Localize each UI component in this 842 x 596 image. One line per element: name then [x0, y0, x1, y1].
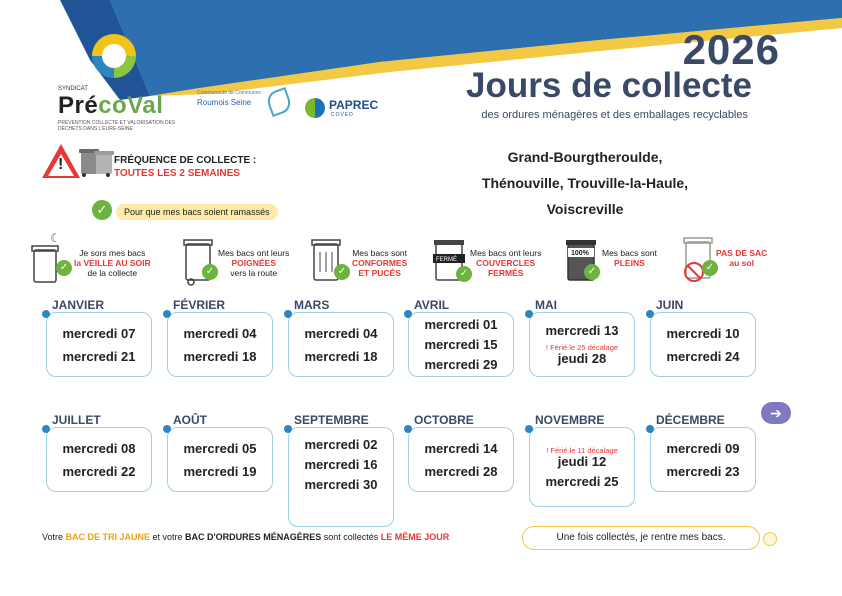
collection-date: mercredi 24 — [666, 348, 740, 364]
collection-date: mercredi 16 — [304, 457, 378, 472]
month-name: MAI — [535, 298, 557, 312]
collection-date: mercredi 14 — [424, 440, 498, 456]
frequency-block: ! FRÉQUENCE DE COLLECTE : TOUTES LES 2 SEMAINES — [42, 142, 282, 186]
rule-text: Je sors mes bacs la VEILLE AU SOIR de la collecte — [74, 248, 151, 278]
rule-text: Mes bacs ont leurs COUVERCLES FERMÉS — [470, 248, 542, 278]
paprec-mark-icon — [305, 98, 325, 118]
collection-date: mercredi 28 — [424, 463, 498, 479]
rentre-bacs-note: Une fois collectés, je rentre mes bacs. — [522, 526, 760, 550]
month-name: JUILLET — [52, 413, 101, 427]
collection-date: mercredi 04 — [183, 325, 257, 341]
check-icon: ✓ — [456, 266, 472, 282]
partner2-small: COVED — [331, 112, 354, 118]
collection-date: mercredi 02 — [304, 437, 378, 452]
collection-date: mercredi 15 — [424, 337, 498, 352]
month-name: JANVIER — [52, 298, 105, 312]
bins-icon — [78, 142, 118, 178]
town-line: Thénouville, Trouville-la-Haule, — [481, 175, 689, 191]
logo-syndicat: SYNDICAT — [58, 86, 88, 92]
rule-pas-de-sac — [680, 230, 790, 290]
holiday-note: ! Férié le 25 décalage — [545, 343, 619, 352]
frequency-label: FRÉQUENCE DE COLLECTE : — [114, 155, 257, 166]
collection-date: jeudi 12 — [557, 453, 607, 469]
collection-date: mercredi 04 — [304, 325, 378, 341]
collection-date: mercredi 01 — [424, 317, 498, 332]
footer-note: Votre BAC DE TRI JAUNE et votre BAC D'ORDURES MÉNAGÈRES sont collectés LE MÊME JOUR — [42, 532, 450, 542]
arrow-right-icon: ➔ — [761, 402, 791, 424]
precoval-emblem — [92, 34, 136, 78]
rule-pleins — [562, 230, 672, 290]
rule-veille — [28, 230, 173, 290]
rule-text: Mes bacs sont PLEINS — [602, 248, 657, 268]
frequency-value: TOUTES LES 2 SEMAINES — [114, 168, 240, 179]
collection-date: mercredi 21 — [62, 348, 136, 364]
collection-date: mercredi 08 — [62, 440, 136, 456]
collection-date: jeudi 28 — [557, 351, 607, 366]
month-name: NOVEMBRE — [535, 413, 605, 427]
month-name: FÉVRIER — [173, 298, 226, 312]
collection-date: mercredi 29 — [424, 357, 498, 372]
year: 2026 — [682, 26, 780, 73]
month-name: SEPTEMBRE — [294, 413, 369, 427]
town-line: Grand-Bourgtheroulde, — [507, 149, 663, 165]
rule-text: PAS DE SAC au sol — [716, 248, 768, 268]
collection-date: mercredi 13 — [545, 323, 619, 338]
collection-date: mercredi 05 — [183, 440, 257, 456]
rules-row — [0, 230, 842, 290]
page-subtitle: des ordures ménagères et des emballages recyclables — [481, 109, 748, 121]
no-bag-icon — [680, 230, 720, 288]
partner2-name: PAPREC — [329, 98, 379, 112]
collection-date: mercredi 10 — [666, 325, 740, 341]
logo-name-val: coVal — [98, 92, 164, 119]
collection-date: mercredi 18 — [183, 348, 257, 364]
collection-date: mercredi 09 — [666, 440, 740, 456]
month-name: JUIN — [656, 298, 684, 312]
rule-conformes — [308, 230, 428, 290]
town-line: Voiscreville — [546, 201, 624, 217]
check-icon: ✓ — [334, 264, 350, 280]
logo-tagline: PRÉVENTION COLLECTE ET VALORISATION DES DÉCHETS DANS L'EURE-SEINE — [58, 120, 176, 132]
svg-text:FERMÉ: FERMÉ — [436, 257, 457, 263]
partner1-name: Roumois Seine — [197, 98, 252, 107]
towns-list — [450, 144, 720, 222]
check-icon: ✓ — [702, 260, 718, 276]
collection-date: mercredi 30 — [304, 477, 378, 492]
lightbulb-icon — [763, 532, 777, 546]
rule-poignees — [180, 230, 305, 290]
rule-text: Mes bacs sont CONFORMES ET PUCÉS — [352, 248, 408, 278]
holiday-note: ! Férié le 11 décalage — [546, 445, 618, 455]
month-name: AVRIL — [414, 298, 450, 312]
check-icon: ✓ — [202, 264, 218, 280]
collection-date: mercredi 19 — [183, 463, 257, 479]
month-name: MARS — [294, 298, 330, 312]
bin-handle-icon — [180, 230, 220, 288]
collection-date: mercredi 07 — [62, 325, 136, 341]
paprec-logo — [305, 96, 395, 122]
check-icon: ✓ — [92, 200, 112, 220]
collection-date: mercredi 18 — [304, 348, 378, 364]
page-title: Jours de collecte — [466, 66, 752, 105]
roumois-seine-logo — [197, 90, 292, 120]
check-icon: ✓ — [584, 264, 600, 280]
rule-couvercles — [430, 230, 560, 290]
bin-night-icon — [28, 230, 68, 288]
month-name: DÉCEMBRE — [656, 413, 725, 427]
partner1-small: Communauté de Communes — [197, 90, 261, 96]
logo-name-pre: Pré — [58, 92, 99, 119]
check-icon: ✓ — [56, 260, 72, 276]
svg-text:100%: 100% — [571, 250, 589, 257]
ramasse-text: Pour que mes bacs soient ramassés — [116, 204, 278, 220]
precoval-logo — [52, 34, 192, 134]
month-name: AOÛT — [173, 413, 207, 427]
svg-text:☾: ☾ — [50, 231, 61, 245]
collection-date: mercredi 22 — [62, 463, 136, 479]
collection-date: mercredi 25 — [545, 473, 619, 489]
logo-name — [58, 92, 163, 120]
bin-full-icon — [562, 230, 602, 288]
collection-date: mercredi 23 — [666, 463, 740, 479]
month-name: OCTOBRE — [414, 413, 474, 427]
rule-text: Mes bacs ont leurs POIGNÉES vers la route — [218, 248, 290, 278]
